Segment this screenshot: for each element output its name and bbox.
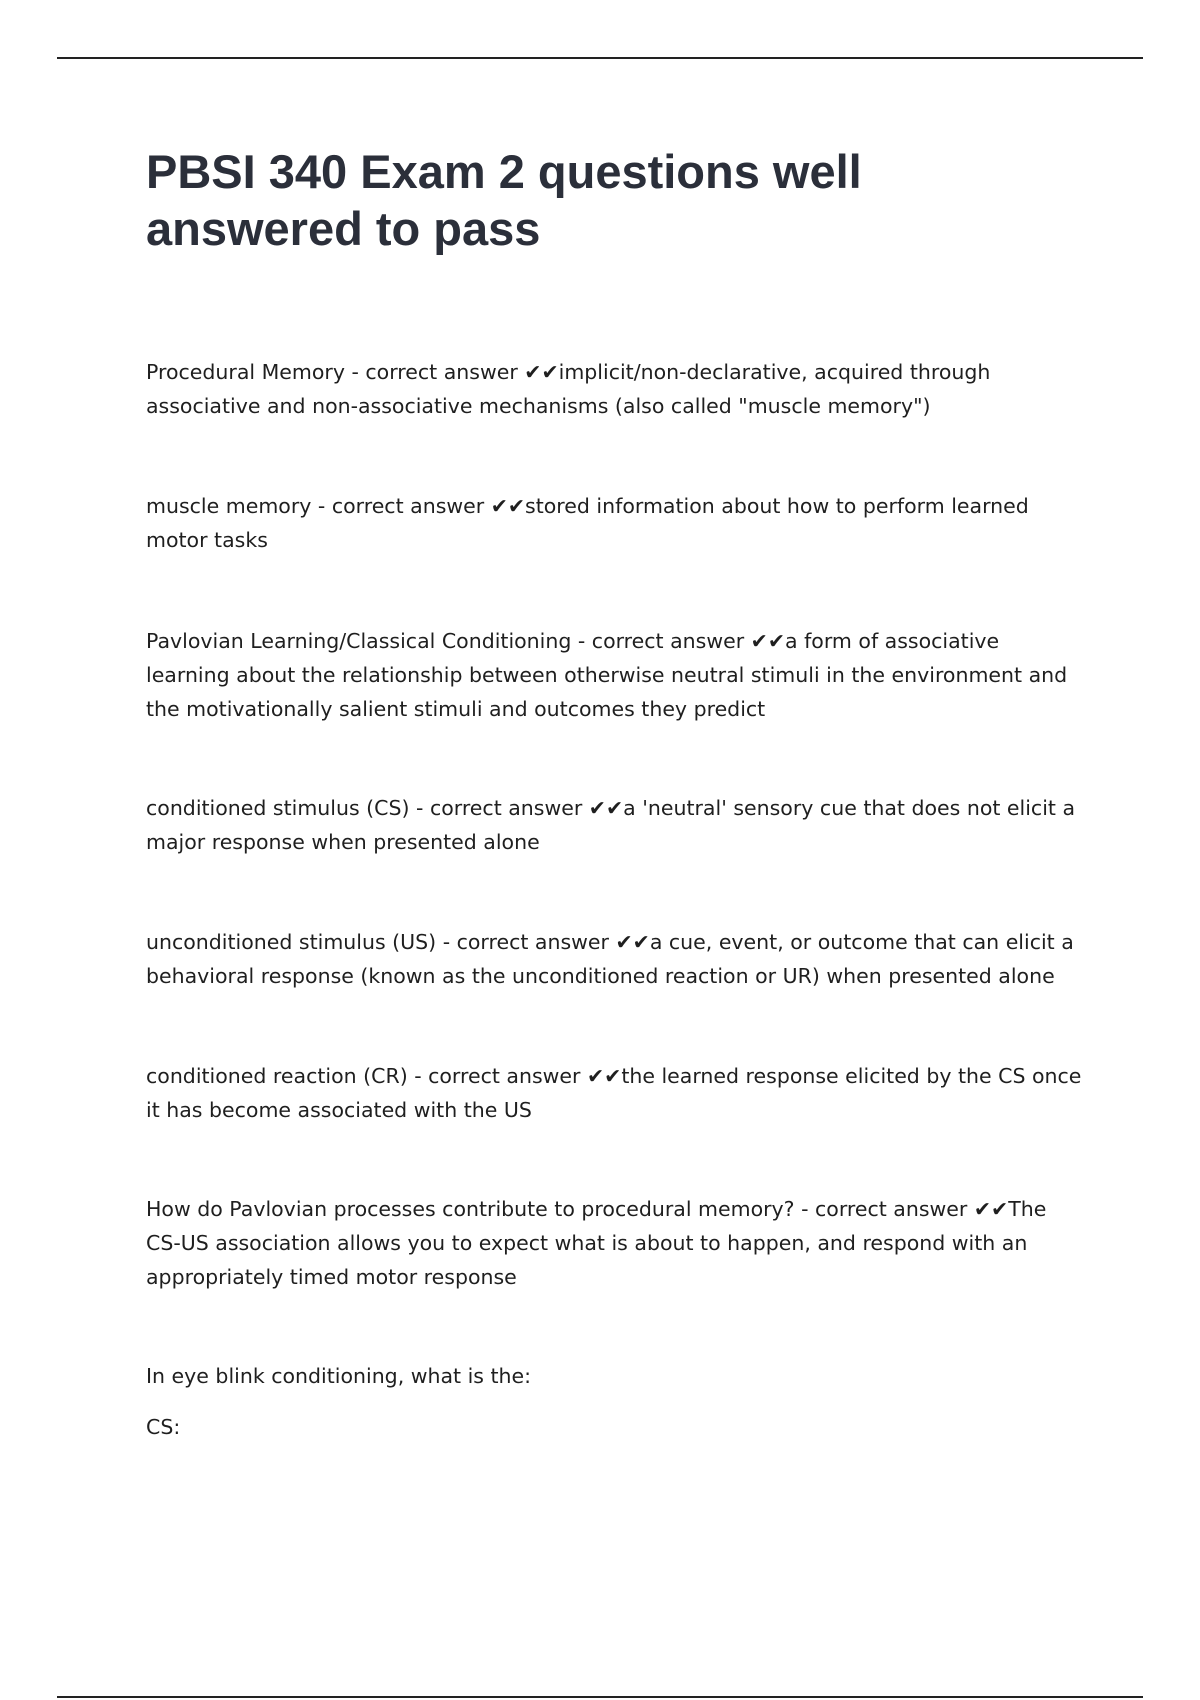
- correct-answer-marker: - correct answer ✔✔: [409, 796, 624, 820]
- qa-answer: a 'neutral' sensory cue that does not elicit a major response when presented alone: [146, 796, 1076, 854]
- correct-answer-marker: - correct answer ✔✔: [436, 930, 650, 954]
- qa-item: [146, 925, 1086, 993]
- correct-answer-marker: - correct answer ✔✔: [311, 494, 526, 518]
- correct-answer-marker: - correct answer ✔✔: [344, 360, 559, 384]
- qa-term: How do Pavlovian processes contribute to procedural memory?: [146, 1197, 795, 1221]
- qa-term: muscle memory: [146, 494, 312, 518]
- top-rule: [57, 57, 1143, 59]
- qa-answer: stored information about how to perform learned motor tasks: [146, 494, 1029, 552]
- qa-term: conditioned stimulus (CS): [146, 796, 410, 820]
- qa-answer: a form of associative learning about the relationship between otherwise neutral stimuli in the environment and the motivationally salient stimuli and outcomes they predict: [146, 629, 1068, 721]
- qa-term: unconditioned stimulus (US): [146, 930, 437, 954]
- qa-item: [146, 791, 1086, 859]
- qa-term: conditioned reaction (CR): [146, 1064, 408, 1088]
- qa-answer: the learned response elicited by the CS once it has become associated with the US: [146, 1064, 1082, 1122]
- qa-term: Pavlovian Learning/Classical Conditioning: [146, 629, 572, 653]
- qa-item: [146, 1192, 1086, 1294]
- document-title: PBSI 340 Exam 2 questions well answered to pass: [146, 145, 862, 255]
- qa-item: [146, 489, 1086, 557]
- qa-item: [146, 355, 1086, 423]
- bottom-rule: [57, 1696, 1143, 1698]
- qa-answer: a cue, event, or outcome that can elicit a behavioral response (known as the unconditioned reaction or UR) when presented alone: [146, 930, 1074, 988]
- qa-answer: The CS-US association allows you to expect what is about to happen, and respond with an appropriately timed motor response: [146, 1197, 1047, 1289]
- trailing-question: In eye blink conditioning, what is the:: [146, 1364, 532, 1388]
- correct-answer-marker: - correct answer ✔✔: [571, 629, 786, 653]
- trailing-label: CS:: [146, 1415, 181, 1439]
- qa-term: Procedural Memory: [146, 360, 345, 384]
- correct-answer-marker: - correct answer ✔✔: [794, 1197, 1009, 1221]
- qa-item: [146, 1059, 1086, 1127]
- qa-answer: implicit/non-declarative, acquired through associative and non-associative mechanisms (also called "muscle memory"): [146, 360, 991, 418]
- qa-item: [146, 624, 1086, 726]
- correct-answer-marker: - correct answer ✔✔: [407, 1064, 622, 1088]
